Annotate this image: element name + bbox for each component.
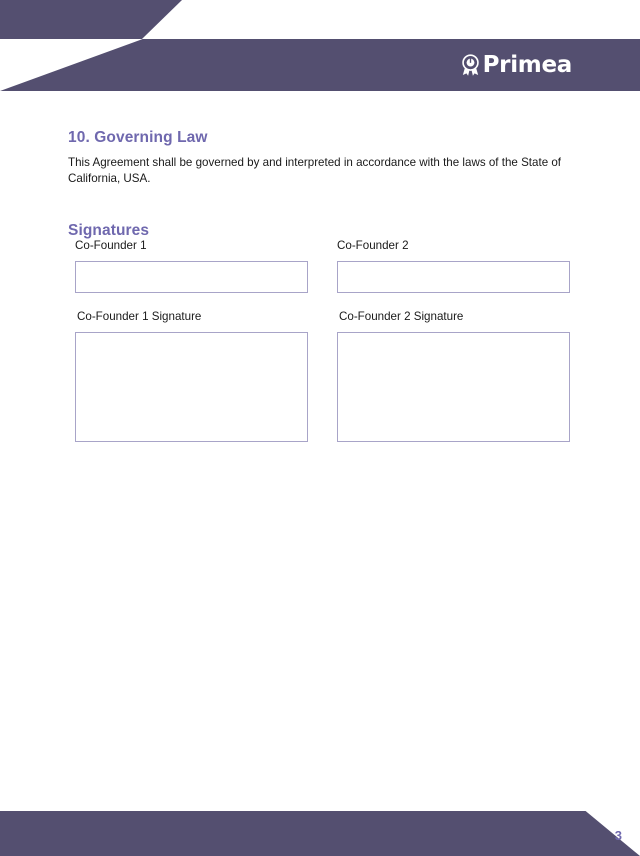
section-heading-governing-law: 10. Governing Law [68, 128, 208, 146]
footer-accent-band [0, 811, 640, 856]
page-footer [0, 780, 640, 843]
label-co-founder-1-signature: Co-Founder 1 Signature [77, 310, 202, 323]
input-co-founder-1[interactable] [75, 261, 308, 293]
page-header [0, 0, 640, 92]
section-paragraph-governing-law: This Agreement shall be governed by and interpreted in accordance with the laws of the State of California, USA. [68, 155, 562, 186]
page-number: 3 [614, 828, 622, 843]
brand-name: Primea [482, 51, 572, 78]
header-accent-band-upper [0, 0, 182, 39]
label-co-founder-2: Co-Founder 2 [337, 239, 409, 252]
award-badge-icon [460, 54, 481, 76]
section-heading-signatures: Signatures [68, 221, 150, 239]
input-co-founder-2[interactable] [337, 261, 570, 293]
brand-logo [480, 39, 640, 91]
label-co-founder-1: Co-Founder 1 [75, 239, 147, 252]
signature-pad-co-founder-1[interactable] [75, 332, 308, 442]
signature-pad-co-founder-2[interactable] [337, 332, 570, 442]
label-co-founder-2-signature: Co-Founder 2 Signature [339, 310, 464, 323]
